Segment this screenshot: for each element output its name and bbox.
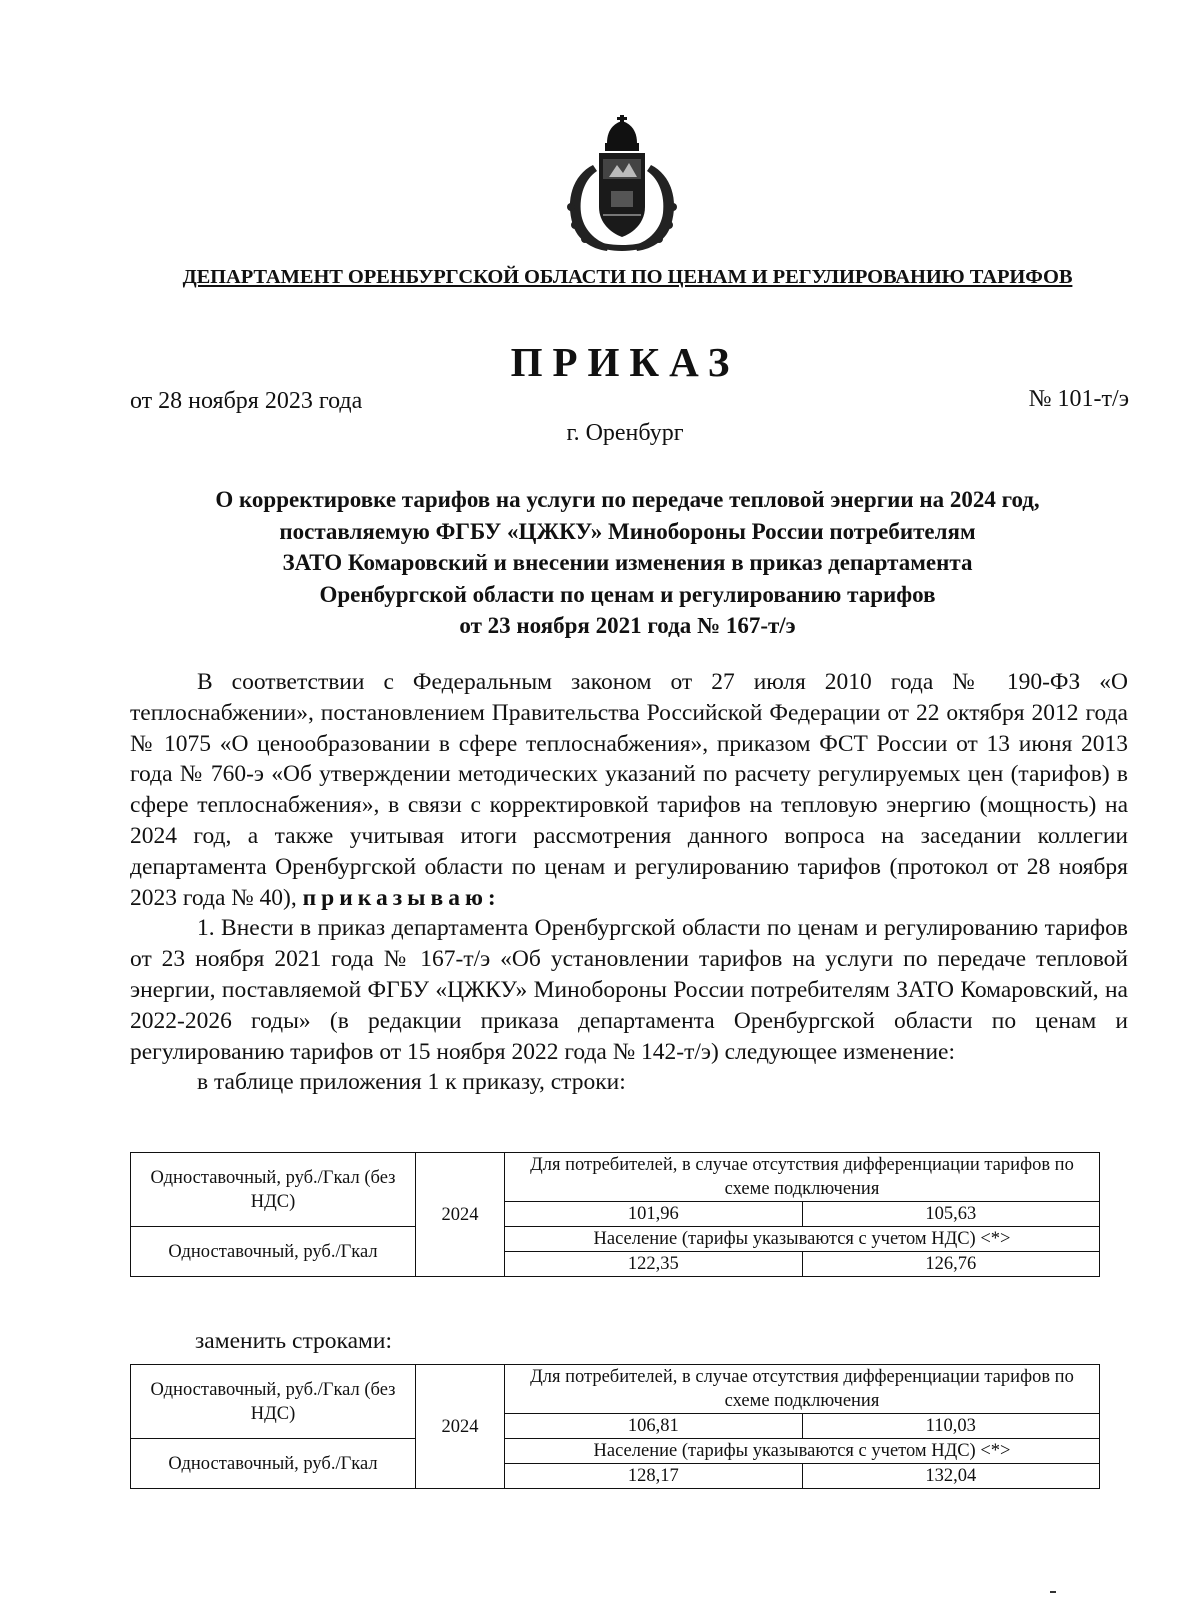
document-date: от 28 ноября 2023 года	[130, 388, 363, 414]
document-type: ПРИКАЗ	[510, 339, 740, 385]
preamble-text: В соответствии с Федеральным законом от 27 июля 2010 года № 190-ФЗ «О теплоснабжении», постановлением Правительства Российской Федерации от 22 октября 2012 года № 1075 «О ценообразовании в сфере теплоснабжения», приказом ФСТ России от 13 июня 2013 года № 760-э «Об утверждении методических указаний по расчету регулируемых цен (тарифов) в сфере теплоснабжения», в связи с корректировкой тарифов на тепловую энергию (мощность) на 2024 год, а также учитывая итоги рассмотрения данного вопроса на заседании коллегии департамента Оренбургской области по ценам и регулированию тарифов (протокол от 28 ноября 2023 года № 40),	[130, 669, 1128, 911]
tariff-value: 101,96	[505, 1202, 803, 1227]
replace-intro: заменить строками:	[195, 1328, 392, 1354]
tariff-value: 122,35	[505, 1252, 803, 1277]
group-header: Для потребителей, в случае отсутствия дифференциации тарифов по схеме подключения	[505, 1365, 1100, 1414]
tariff-value: 126,76	[802, 1252, 1100, 1277]
new-tariff-table	[130, 1364, 1100, 1489]
document-city: г. Оренбург	[566, 420, 684, 446]
tariff-value: 132,04	[802, 1464, 1100, 1489]
tariff-value: 110,03	[802, 1414, 1100, 1439]
group-header: Население (тарифы указываются с учетом НДС) <*>	[505, 1227, 1100, 1252]
table-intro: в таблице приложения 1 к приказу, строки:	[197, 1069, 626, 1096]
row-label: Одноставочный, руб./Гкал (без НДС)	[131, 1153, 416, 1227]
preamble-paragraph	[130, 667, 1128, 913]
tariff-value: 105,63	[802, 1202, 1100, 1227]
year-cell: 2024	[416, 1365, 505, 1489]
subject-line: ЗАТО Комаровский и внесении изменения в приказ департамента	[282, 550, 973, 575]
subject-line: О корректировке тарифов на услуги по передаче тепловой энергии на 2024 год,	[215, 487, 1040, 512]
department-name: ДЕПАРТАМЕНТ ОРЕНБУРГСКОЙ ОБЛАСТИ ПО ЦЕНАМ И РЕГУЛИРОВАНИЮ ТАРИФОВ	[182, 266, 1073, 288]
row-label: Одноставочный, руб./Гкал (без НДС)	[131, 1365, 416, 1439]
subject-line: от 23 ноября 2021 года № 167-т/э	[459, 613, 796, 638]
year-cell: 2024	[416, 1153, 505, 1277]
page-mark	[1050, 1591, 1056, 1593]
group-header: Для потребителей, в случае отсутствия дифференциации тарифов по схеме подключения	[505, 1153, 1100, 1202]
document-number: № 101-т/э	[1028, 386, 1129, 412]
row-label: Одноставочный, руб./Гкал	[131, 1227, 416, 1277]
order-word: приказываю:	[302, 884, 501, 911]
subject-line: поставляемую ФГБУ «ЦЖКУ» Минобороны России потребителям	[279, 518, 976, 544]
item-1-paragraph: 1. Внести в приказ департамента Оренбургской области по ценам и регулированию тарифов от 23 ноября 2021 года № 167-т/э «Об установлении тарифов на услуги по передаче тепловой энергии, поставляемой ФГБУ «ЦЖКУ» Минобороны России потребителям ЗАТО Комаровский, на 2022-2026 годы» (в редакции приказа департамента Оренбургской области по ценам и регулированию тарифов от 15 ноября 2022 года № 142-т/э) следующее изменение:	[130, 915, 1128, 1065]
coat-of-arms-emblem	[563, 115, 681, 253]
tariff-value: 106,81	[505, 1414, 803, 1439]
group-header: Население (тарифы указываются с учетом НДС) <*>	[505, 1439, 1100, 1464]
subject-line: Оренбургской области по ценам и регулированию тарифов	[319, 581, 936, 607]
row-label: Одноставочный, руб./Гкал	[131, 1439, 416, 1489]
document-body	[130, 667, 1128, 1098]
old-tariff-table	[130, 1152, 1100, 1277]
document-subject	[130, 484, 1125, 642]
tariff-value: 128,17	[505, 1464, 803, 1489]
